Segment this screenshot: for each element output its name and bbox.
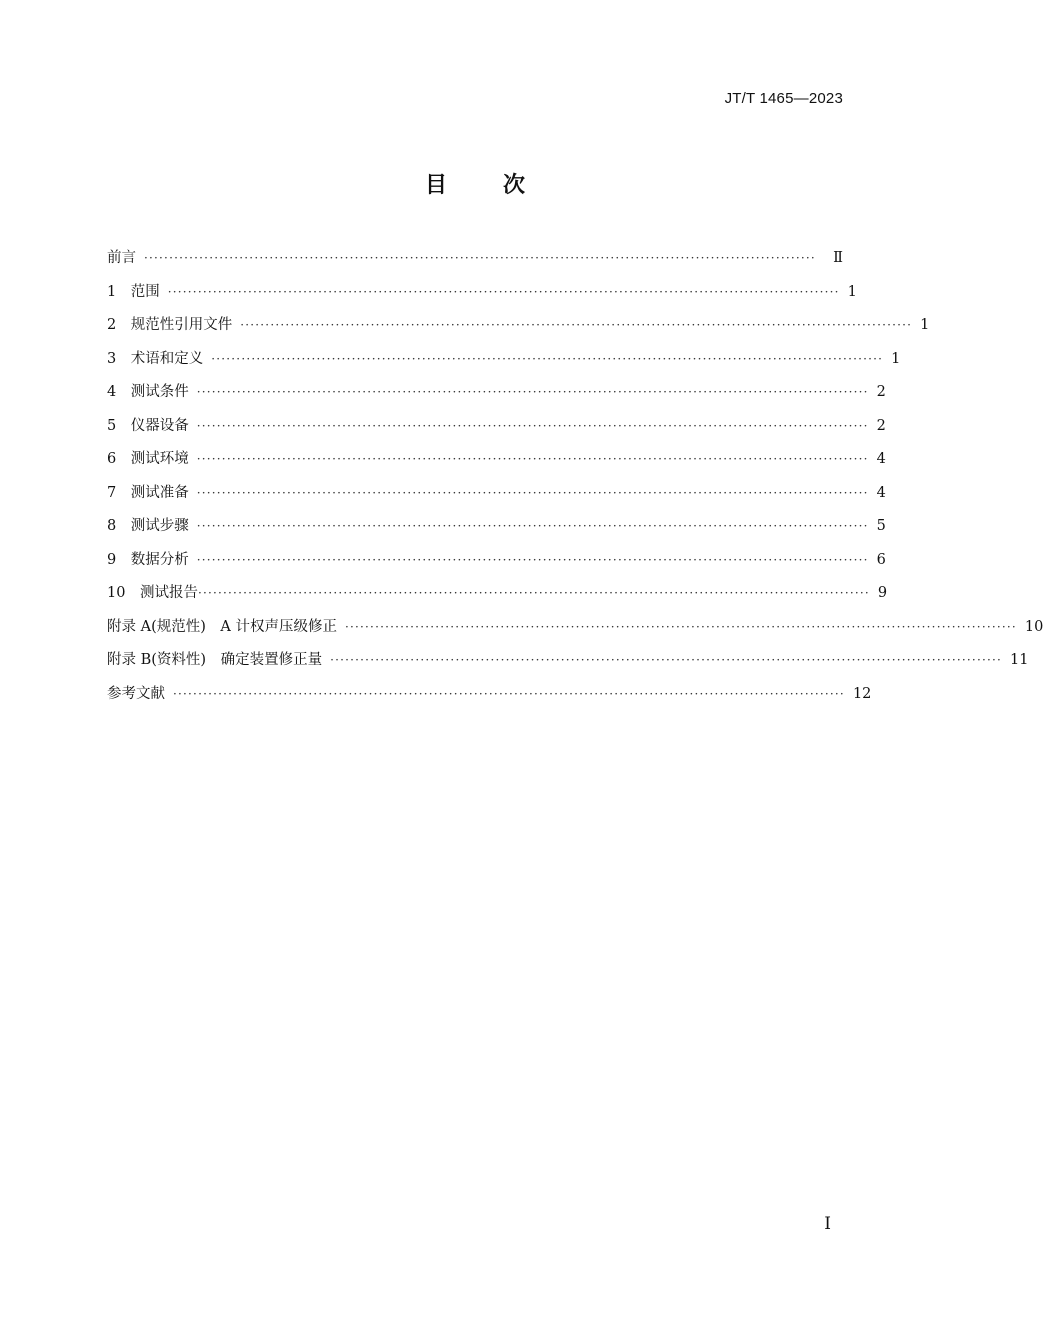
toc-entry-label: 附录 B(资料性) 确定装置修正量 (107, 652, 323, 668)
toc-entry-label: 测试条件 (130, 384, 189, 400)
toc-entry-page: 10 (1024, 618, 1043, 635)
toc-entry-page: 1 (920, 317, 930, 333)
toc-entry-number: 4 (107, 384, 117, 400)
toc-entry-label: 规范性引用文件 (130, 317, 233, 333)
toc-entry-number: 7 (107, 484, 117, 501)
toc-entry-instruments[interactable] (107, 414, 886, 448)
toc-entry-number: 1 (107, 283, 117, 300)
toc-entry-page: 12 (852, 685, 872, 702)
dot-leader: ······································································································································ (330, 653, 1003, 667)
toc-entry-page: 11 (1010, 652, 1029, 668)
toc-entry-page: 5 (876, 518, 886, 534)
toc-entry-test-environment[interactable] (107, 447, 886, 481)
page-number: Ⅰ (824, 1214, 831, 1233)
toc-entry-label: 范围 (130, 283, 160, 300)
toc-entry-bibliography[interactable] (107, 682, 872, 716)
dot-leader: ······································································································································ (240, 318, 913, 332)
toc-entry-number: 6 (107, 451, 117, 467)
dot-leader: ······································································································································ (173, 686, 845, 701)
toc-entry-page: 4 (876, 451, 886, 467)
toc-entry-number: 3 (107, 350, 117, 367)
toc-entry-label: 测试环境 (130, 451, 189, 467)
dot-leader: ······································································································································ (211, 351, 884, 366)
toc-entry-number: 8 (107, 518, 117, 534)
toc-entry-page: 4 (876, 484, 886, 501)
toc-entry-test-procedure[interactable] (107, 514, 886, 548)
dot-leader: ······································································································································ (196, 418, 869, 433)
toc-entry-number: 10 (107, 585, 126, 601)
toc-entry-label: 测试步骤 (130, 518, 189, 534)
toc-entry-page: 1 (847, 283, 857, 300)
dot-leader: ······································································································································ (196, 552, 869, 567)
toc-entry-terms[interactable] (107, 347, 901, 381)
toc-entry-annex-a[interactable] (107, 615, 1043, 649)
toc-entry-page: 9 (877, 585, 888, 601)
title-char-1: 目 (424, 173, 447, 198)
toc-entry-label: 测试准备 (130, 484, 189, 501)
toc-entry-label: 前言 (107, 250, 136, 266)
dot-leader: ······································································································································ (167, 284, 840, 299)
title-char-2: 次 (503, 173, 526, 198)
toc-entry-page: 6 (876, 551, 886, 568)
toc-entry-label: 测试报告 (139, 585, 198, 601)
dot-leader: ······································································································································ (144, 251, 816, 265)
toc-entry-number: 2 (107, 317, 117, 333)
dot-leader: ······································································································································ (196, 519, 869, 533)
dot-leader: ······································································································································ (344, 619, 1017, 634)
toc-entry-page: 2 (876, 417, 886, 434)
toc-entry-foreword[interactable] (107, 246, 843, 280)
toc-entry-data-analysis[interactable] (107, 548, 886, 582)
dot-leader: ······································································································································ (196, 385, 869, 399)
toc-entry-label: 数据分析 (130, 551, 189, 568)
page-title (0, 168, 950, 199)
toc-entry-page: Ⅱ (833, 250, 843, 266)
toc-entry-normative-references[interactable] (107, 313, 930, 347)
dot-leader: ······································································································································ (197, 586, 870, 600)
toc-entry-number: 5 (107, 417, 117, 434)
toc-entry-number: 9 (107, 551, 117, 568)
toc-entry-page: 1 (891, 350, 901, 367)
toc-entry-test-preparation[interactable] (107, 481, 886, 515)
toc-entry-label: 参考文献 (107, 685, 165, 702)
dot-leader: ······································································································································ (196, 485, 869, 500)
toc-entry-test-report[interactable] (107, 581, 888, 615)
table-of-contents (107, 246, 1043, 715)
toc-entry-annex-b[interactable] (107, 648, 1029, 682)
dot-leader: ······································································································································ (196, 452, 869, 466)
toc-entry-label: 仪器设备 (130, 417, 189, 434)
toc-entry-test-conditions[interactable] (107, 380, 886, 414)
toc-entry-label: 术语和定义 (130, 350, 204, 367)
standard-code: JT/T 1465—2023 (724, 90, 843, 107)
toc-entry-page: 2 (876, 384, 886, 400)
toc-entry-scope[interactable] (107, 280, 857, 314)
toc-entry-label: 附录 A(规范性) A 计权声压级修正 (107, 618, 337, 635)
